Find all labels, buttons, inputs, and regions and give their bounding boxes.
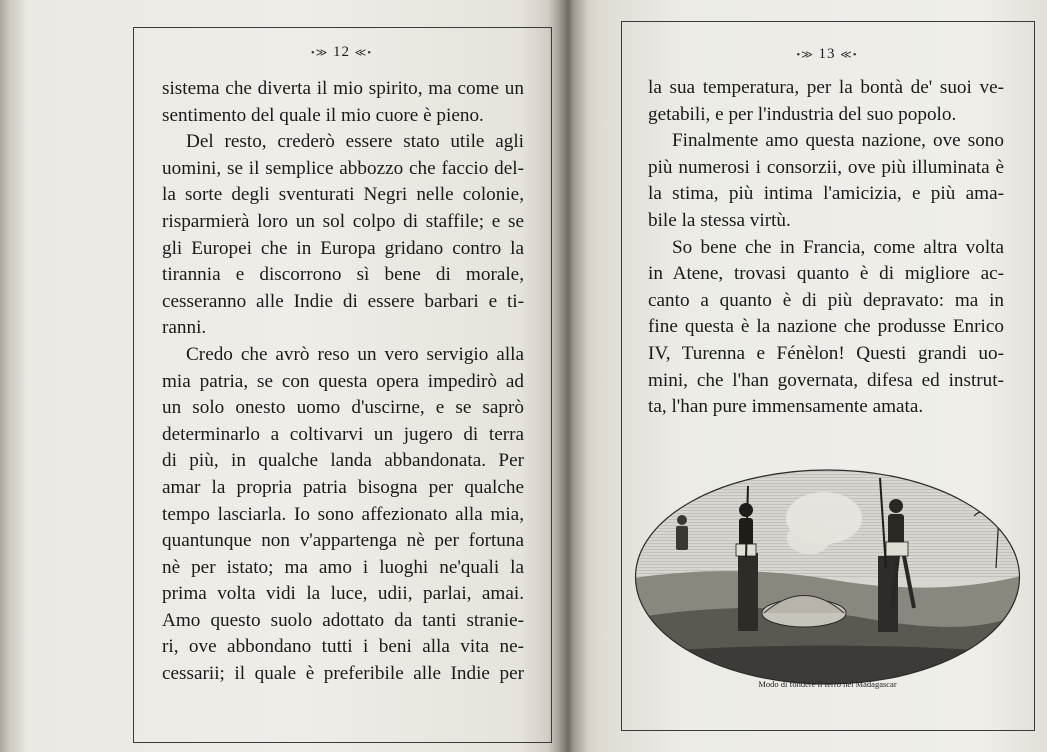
text-line: gli Europei che in Europa gridano contro la [162,237,524,259]
text-line: So bene che in Francia, come altra volta [672,236,1004,258]
text-line: IV, Turenna e Fénèlon! Questi grandi uo- [648,342,1004,364]
page-number-text: 12 [333,44,350,60]
ornament-right-icon: ≪• [354,47,373,59]
text-line: sistema che diverta il mio spirito, ma come un [162,78,524,99]
ornament-left-icon: •≫ [310,47,329,59]
text-line: ranni. [162,317,207,339]
text-line: mini, che l'han governata, difesa ed instrut- [648,369,1004,391]
text-line: di più, in qualche landa abbandonata. Per [162,450,524,472]
page-edge-shadow [0,0,26,752]
text-line: Credo che avrò reso un vero servigio alla [186,343,524,365]
text-line: canto a quanto è di più depravato: ma in [648,289,1004,311]
text-line: Del resto, crederò essere stato utile agli [186,131,524,153]
text-line: Finalmente amo questa nazione, ove sono [672,130,1004,152]
text-line: getabili, e per l'industria del suo popolo. [648,103,957,125]
text-line: cesseranno alle Indie di essere barbari e ti- [162,290,524,312]
text-line: Amo questo suolo adottato da tanti stranie- [162,609,524,631]
bellows-left [738,553,758,631]
left-page-text [162,76,524,688]
text-line: cessarii; il quale è preferibile alle Indie per [162,663,524,685]
illustration-iron-smelting [634,468,1021,686]
book-gutter [548,0,588,752]
text-line: tirannia e discorrono sì bene di morale, [162,264,524,286]
text-line: sentimento del quale il mio cuore è pieno. [162,104,484,126]
text-line: determinarlo a coltivarvi un jugero di terra [162,423,524,445]
text-line: fine questa è la nazione che produsse Enrico [648,316,1004,338]
text-line: in Atene, trovasi quanto è di migliore ac- [648,263,1004,285]
figure-background [676,515,688,550]
text-line: ri, ove abbondano tutti i beni alla vita ne- [162,636,524,658]
text-line: bile la stessa virtù. [648,209,791,231]
left-page-number [133,44,550,61]
text-line: mia patria, se con questa opera impedirò ad [162,370,524,392]
right-page-number [621,46,1033,63]
text-line: la stima, più intima l'amicizia, e più ama- [648,183,1004,205]
text-line: la sorte degli sventurati Negri nelle colonie, [162,184,524,206]
text-line: un solo onesto uomo d'uscirne, e se saprò [162,397,524,419]
text-line: più numerosi i consorzii, ove più illuminata è [648,156,1004,178]
text-line: risparmierà loro un sol colpo di staffile; e se [162,210,524,232]
text-line: quantunque non v'appartenga nè per fortuna [162,530,524,552]
right-page-text [648,75,1004,421]
page-number-text: 13 [818,46,836,62]
text-line: ta, l'han pure immensamente amata. [648,396,924,418]
text-line: amar la propria patria bisogna per qualche [162,476,524,498]
illustration-caption: Modo di fondere il ferro nel Madagascar [758,679,897,689]
text-line: tempo lasciarla. Io sono affezionato alla mia, [162,503,524,525]
ornament-left-icon: •≫ [796,49,814,61]
text-line: uomini, se il semplice abbozzo che faccio del- [162,157,524,179]
text-line: prima volta vidi la luce, udii, parlai, amai. [162,583,524,605]
ornament-right-icon: ≪• [840,49,858,61]
text-line: la sua temperatura, per la bontà de' suoi ve- [648,77,1004,98]
text-line: nè per istato; ma amo i luoghi ne'quali la [162,556,524,578]
